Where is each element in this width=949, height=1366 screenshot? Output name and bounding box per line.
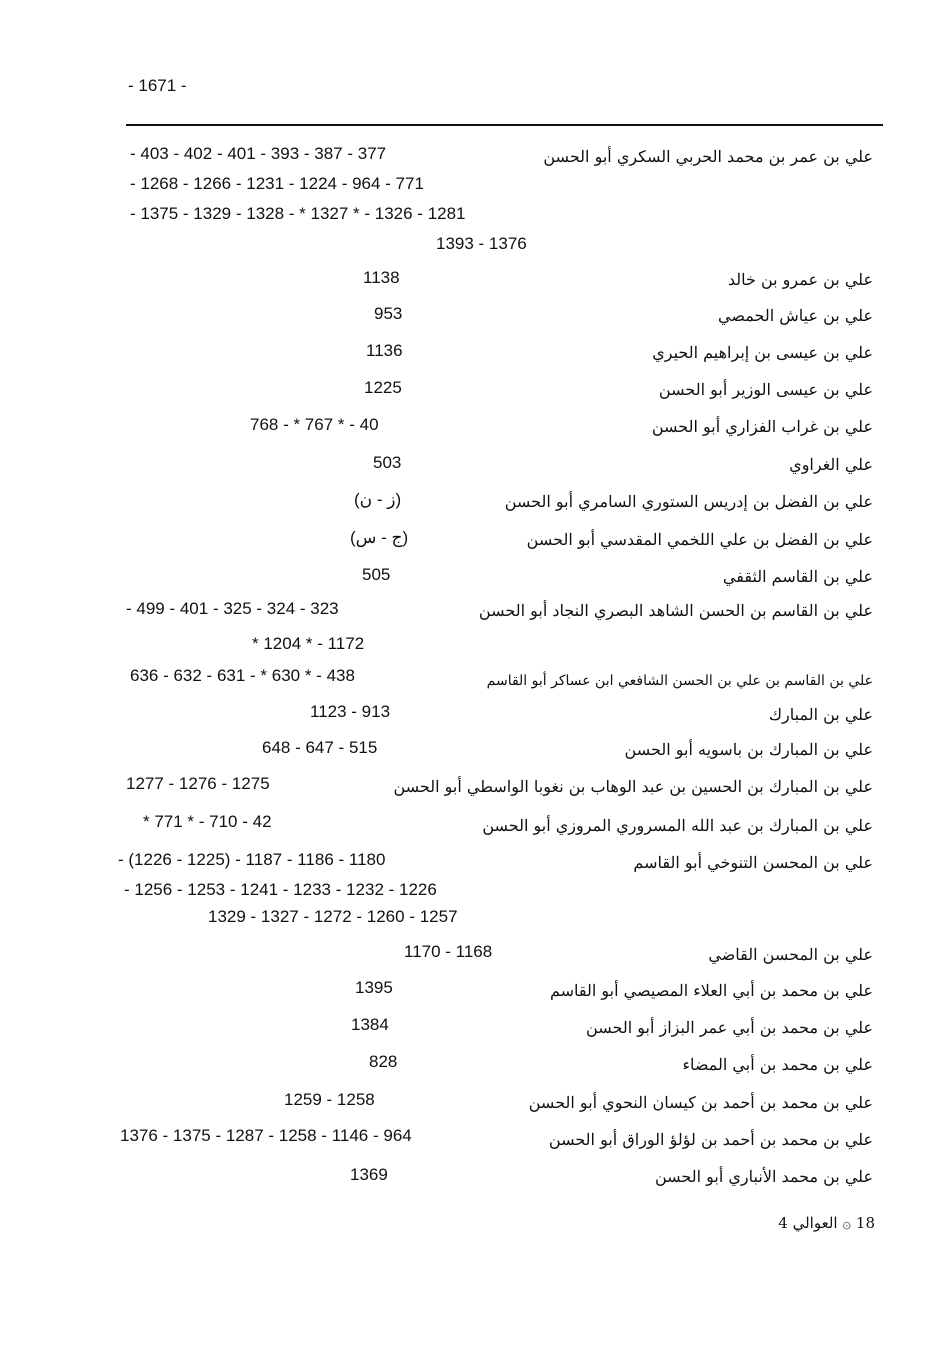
index-entry-name: علي بن القاسم الثقفي [722,567,873,586]
index-entry-references: 1376 - 1375 - 1287 - 1258 - 1146 - 964 [120,1126,412,1145]
index-entry-references: 1384 [351,1015,389,1034]
index-entry-name: علي بن عيسى الوزير أبو الحسن [658,380,873,399]
index-entry-references: * 1204 * - 1172 [252,634,365,653]
index-entry-name: علي بن عمر بن محمد الحربي السكري أبو الحسن [543,147,873,166]
index-entry-references: 1329 - 1327 - 1272 - 1260 - 1257 [208,907,458,926]
index-entry-references: * 771 * - 710 - 42 [143,812,272,831]
index-entry-references: 1170 - 1168 [404,942,493,961]
index-entry-references: 1225 [364,378,402,397]
index-entry-name: علي بن المحسن القاضي [708,945,873,964]
index-entry-references: - (1226 - 1225) - 1187 - 1186 - 1180 [118,850,386,869]
index-entry-references: 1136 [366,341,403,360]
index-entry-references: 768 - * 767 * - 40 [250,415,379,434]
index-entry-references: - 1256 - 1253 - 1241 - 1233 - 1232 - 1226 [124,880,437,899]
index-entry-references: - 403 - 402 - 401 - 393 - 387 - 377 [130,144,387,163]
index-entry-name: علي بن المبارك بن الحسين بن عبد الوهاب بن نغوبا الواسطي أبو الحسن [393,777,873,796]
index-entry-references: - 499 - 401 - 325 - 324 - 323 [126,599,339,618]
page-number: - 1671 - [128,76,187,95]
index-entry-name: علي بن القاسم بن الحسن الشاهد البصري النجاد أبو الحسن [478,601,873,620]
index-entry-name: علي بن عمرو بن خالد [727,270,873,289]
index-entry-references: 1277 - 1276 - 1275 [126,774,270,793]
index-entry-name: علي بن محمد بن أحمد بن لؤلؤ الوراق أبو الحسن [548,1130,873,1149]
index-entry-references: 953 [374,304,403,323]
index-entry-references: (ج - س) [350,528,409,547]
index-entry-references: 636 - 632 - 631 - * 630 * - 438 [130,666,355,685]
index-entry-name: علي بن القاسم بن علي بن الحسن الشافعي ابن عساكر أبو القاسم [486,673,873,689]
header-rule [126,124,883,126]
index-entry-name: علي بن المبارك بن عبد الله المسروري المروزي أبو الحسن [482,816,873,835]
index-entry-references: 1369 [350,1165,388,1184]
index-entry-name: علي بن محمد بن أبي العلاء المصيصي أبو القاسم [549,981,873,1000]
index-entry-references: 1123 - 913 [310,702,391,721]
index-entry-name: علي بن محمد الأنباري أبو الحسن [654,1167,873,1186]
index-entry-references: 648 - 647 - 515 [262,738,378,757]
index-entry-references: 1138 [363,268,400,287]
index-entry-name: علي بن المحسن التنوخي أبو القاسم [633,853,873,872]
index-entry-name: علي بن المبارك [768,705,873,724]
index-entry-name: علي بن الفضل بن علي اللخمي المقدسي أبو الحسن [526,530,873,549]
index-entry-references: 1395 [355,978,393,997]
index-entry-name: علي بن عيسى بن إبراهيم الحيري [652,343,873,362]
index-entry-name: علي بن المبارك بن باسويه أبو الحسن [624,740,873,759]
page-footer: 18 ۞ العوالي 4 [778,1214,875,1232]
index-entry-references: 1393 - 1376 [436,234,527,253]
index-entry-references: (ز - ن) [354,490,402,509]
index-entry-references: 503 [373,453,402,472]
index-entry-name: علي بن عياش الحمصي [718,306,873,325]
index-entry-references: 1259 - 1258 [284,1090,375,1109]
index-entry-name: علي بن محمد بن أبي عمر البزاز أبو الحسن [586,1018,873,1037]
index-entry-name: علي بن الفضل بن إدريس الستوري السامري أبو الحسن [504,492,873,511]
index-entry-references: 505 [362,565,391,584]
index-entry-references: - 1268 - 1266 - 1231 - 1224 - 964 - 771 [130,174,424,193]
index-entry-references: 828 [369,1052,398,1071]
index-entry-name: علي بن محمد بن أحمد بن كيسان النحوي أبو الحسن [528,1093,873,1112]
index-entry-name: علي بن محمد بن أبي المضاء [682,1055,873,1074]
index-entry-name: علي الغراوي [789,455,873,474]
index-entry-references: - 1375 - 1329 - 1328 - * 1327 * - 1326 - 1281 [130,204,466,223]
index-entry-name: علي بن غراب الفزاري أبو الحسن [651,417,873,436]
